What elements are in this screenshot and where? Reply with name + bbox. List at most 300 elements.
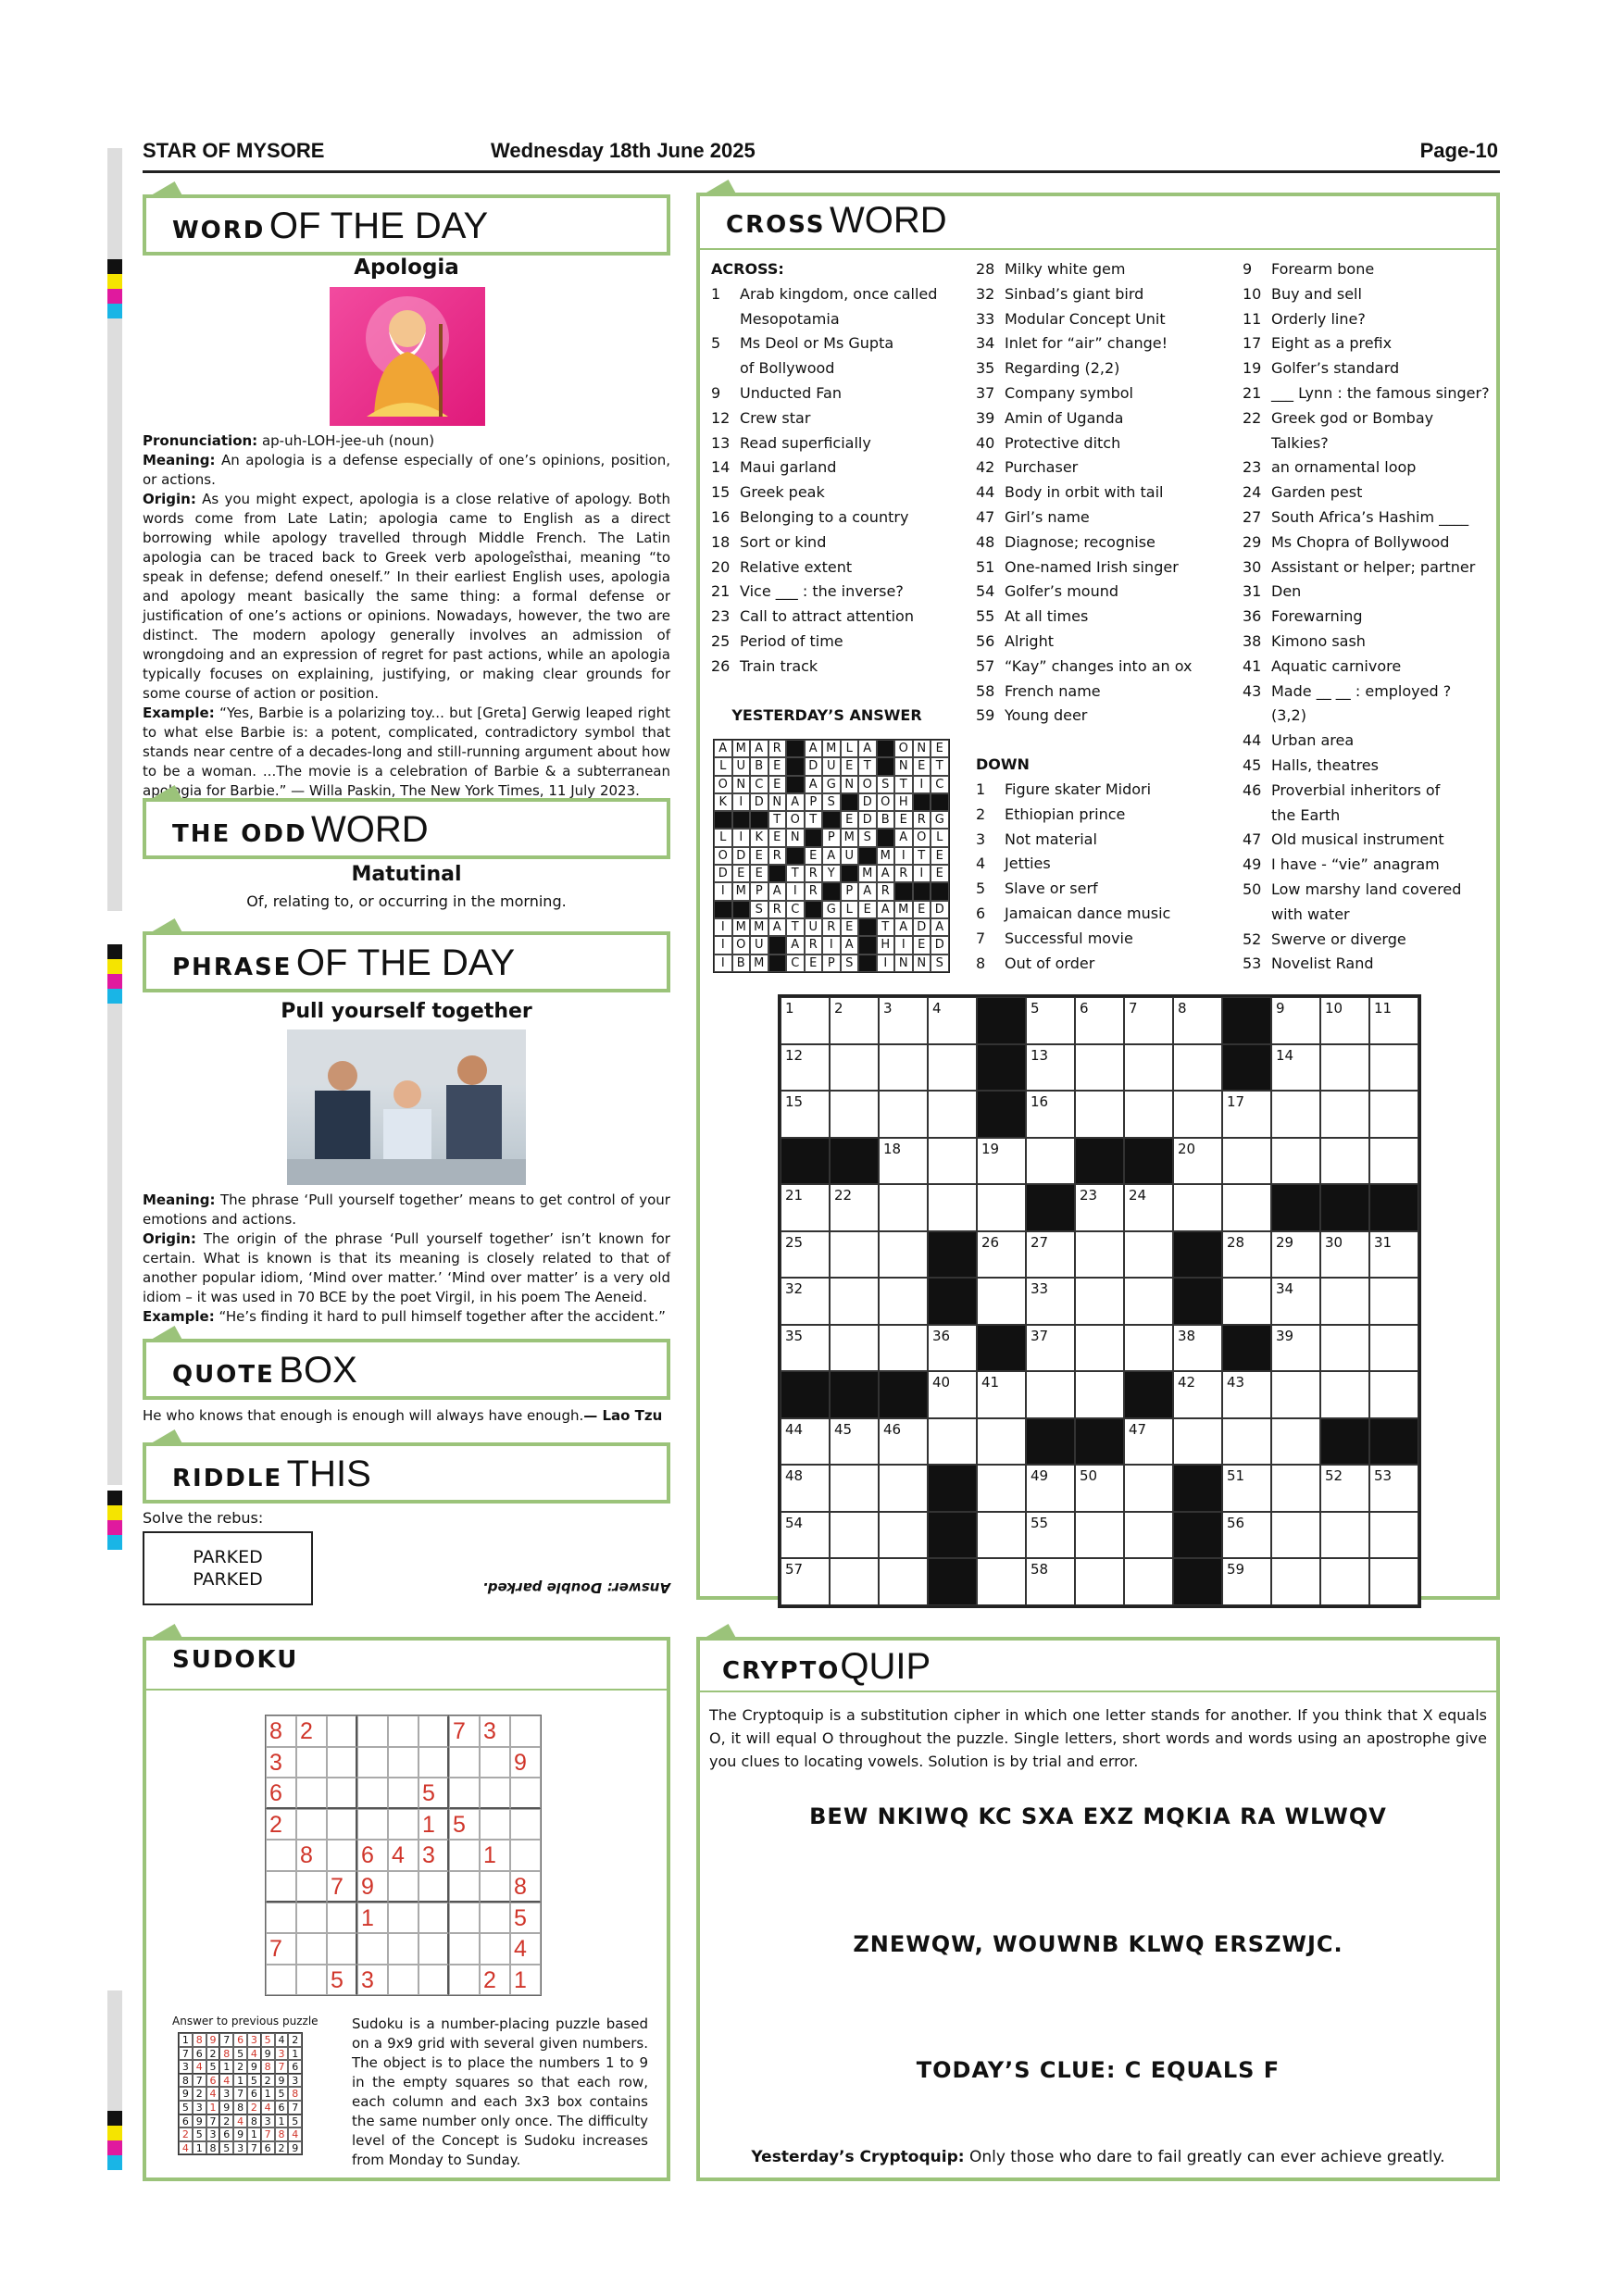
- previous-sudoku-cell: 3: [275, 2047, 289, 2061]
- clue-item: 13 Read superficially: [711, 433, 871, 452]
- crossword-cell[interactable]: [977, 1278, 1026, 1325]
- sudoku-cell[interactable]: [296, 1747, 327, 1778]
- crossword-cell[interactable]: [1222, 1278, 1271, 1325]
- crossword-cell[interactable]: 18: [879, 1138, 928, 1185]
- crossword-cell[interactable]: 25: [781, 1231, 830, 1279]
- crossword-cell[interactable]: 27: [1026, 1231, 1075, 1279]
- clue-item: 57 “Kay” changes into an ox: [976, 656, 1193, 675]
- crossword-cell[interactable]: [1271, 1371, 1320, 1418]
- registration-strip: [107, 944, 122, 1004]
- clue-item: 33 Modular Concept Unit: [976, 309, 1166, 328]
- crossword-cell[interactable]: [1320, 1512, 1369, 1559]
- answer-cell: P: [750, 882, 768, 900]
- sudoku-cell[interactable]: [510, 1809, 541, 1841]
- crossword-cell[interactable]: 8: [1173, 997, 1222, 1044]
- sudoku-cell[interactable]: [266, 1871, 296, 1903]
- sudoku-cell[interactable]: [296, 1871, 327, 1903]
- crossword-cell[interactable]: [1075, 1512, 1124, 1559]
- crossword-cell[interactable]: 20: [1173, 1138, 1222, 1185]
- answer-cell: G: [822, 776, 841, 793]
- sudoku-cell[interactable]: [388, 1716, 418, 1747]
- crossword-cell[interactable]: 42: [1173, 1371, 1222, 1418]
- answer-cell: E: [913, 757, 931, 775]
- crossword-cell[interactable]: [928, 1138, 977, 1185]
- crossword-cell[interactable]: 32: [781, 1278, 830, 1325]
- answer-cell: [768, 865, 787, 882]
- clue-item: 30 Assistant or helper; partner: [1243, 557, 1476, 576]
- sudoku-cell: 3: [480, 1716, 510, 1747]
- previous-sudoku-cell: 8: [233, 2101, 247, 2115]
- crossword-cell[interactable]: [1222, 1418, 1271, 1466]
- crossword-cell[interactable]: [830, 1091, 879, 1138]
- answer-cell: M: [858, 865, 877, 882]
- crossword-cell[interactable]: [830, 1278, 879, 1325]
- crossword-cell[interactable]: [1173, 1418, 1222, 1466]
- crossword-cell[interactable]: 14: [1271, 1044, 1320, 1092]
- sudoku-cell[interactable]: [357, 1716, 388, 1747]
- answer-cell: I: [913, 776, 931, 793]
- crossword-cell[interactable]: 54: [781, 1512, 830, 1559]
- crossword-cell[interactable]: 9: [1271, 997, 1320, 1044]
- answer-cell: D: [750, 793, 768, 811]
- clue-item: 40 Protective ditch: [976, 433, 1121, 452]
- sudoku-cell[interactable]: [480, 1933, 510, 1965]
- crossword-cell[interactable]: [1320, 1091, 1369, 1138]
- sudoku-cell[interactable]: [480, 1871, 510, 1903]
- crossword-cell[interactable]: 35: [781, 1325, 830, 1372]
- answer-cell: C: [786, 955, 805, 972]
- answer-cell: E: [894, 811, 913, 829]
- sudoku-cell[interactable]: [296, 1965, 327, 1996]
- crossword-cell[interactable]: [1075, 1278, 1124, 1325]
- crossword-cell[interactable]: 1: [781, 997, 830, 1044]
- crossword-cell[interactable]: [1124, 1558, 1173, 1605]
- previous-sudoku-cell: 9: [275, 2074, 289, 2088]
- cryptoquip-title-rule: [700, 1691, 1496, 1692]
- sudoku-cell[interactable]: [388, 1965, 418, 1996]
- crossword-cell[interactable]: [1320, 1138, 1369, 1185]
- sudoku-cell[interactable]: [388, 1933, 418, 1965]
- answer-cell: [822, 882, 841, 900]
- crossword-cell[interactable]: [879, 1465, 928, 1512]
- sudoku-cell[interactable]: [418, 1747, 449, 1778]
- clue-item: 53 Novelist Rand: [1243, 955, 1374, 973]
- crossword-cell[interactable]: [1222, 1138, 1271, 1185]
- crossword-cell[interactable]: [928, 1418, 977, 1466]
- crossword-cell[interactable]: 2: [830, 997, 879, 1044]
- crossword-cell[interactable]: [1173, 1044, 1222, 1092]
- crossword-cell[interactable]: [977, 1184, 1026, 1231]
- crossword-cell[interactable]: [1320, 1558, 1369, 1605]
- answer-cell: N: [841, 776, 859, 793]
- clue-item: 45 Halls, theatres: [1243, 755, 1379, 774]
- crossword-cell[interactable]: [1369, 1278, 1418, 1325]
- crossword-cell[interactable]: 19: [977, 1138, 1026, 1185]
- previous-sudoku-cell: 4: [261, 2101, 275, 2115]
- clue-item: 9 Unducted Fan: [711, 383, 842, 402]
- crossword-cell[interactable]: 59: [1222, 1558, 1271, 1605]
- answer-cell: [805, 901, 823, 918]
- crossword-cell[interactable]: [830, 1558, 879, 1605]
- crossword-cell[interactable]: [928, 1091, 977, 1138]
- crossword-cell[interactable]: 36: [928, 1325, 977, 1372]
- crossword-cell[interactable]: 29: [1271, 1231, 1320, 1279]
- crossword-cell[interactable]: 15: [781, 1091, 830, 1138]
- answer-cell: O: [913, 829, 931, 846]
- sudoku-cell[interactable]: [296, 1903, 327, 1934]
- sudoku-cell[interactable]: [449, 1871, 480, 1903]
- answer-cell: I: [877, 955, 895, 972]
- crossword-cell[interactable]: 55: [1026, 1512, 1075, 1559]
- previous-sudoku-cell: 2: [179, 2128, 193, 2141]
- sudoku-cell[interactable]: [327, 1747, 357, 1778]
- registration-strip: [107, 1004, 122, 1485]
- answer-cell: R: [768, 847, 787, 865]
- crossword-cell[interactable]: [1124, 1512, 1173, 1559]
- crossword-cell[interactable]: [1026, 1371, 1075, 1418]
- crossword-cell[interactable]: [1271, 1418, 1320, 1466]
- crossword-cell[interactable]: 53: [1369, 1465, 1418, 1512]
- crossword-cell[interactable]: [1271, 1512, 1320, 1559]
- answer-cell: I: [714, 936, 732, 954]
- crossword-cell[interactable]: 44: [781, 1418, 830, 1466]
- registration-strip: [107, 2111, 122, 2170]
- previous-sudoku-cell: 1: [193, 2141, 206, 2155]
- answer-cell: O: [714, 776, 732, 793]
- crossword-cell[interactable]: [830, 1231, 879, 1279]
- crossword-cell[interactable]: [928, 1184, 977, 1231]
- cryptoquip-clue: TODAY’S CLUE: C EQUALS F: [916, 2057, 1280, 2083]
- sudoku-cell[interactable]: [449, 1965, 480, 1996]
- answer-cell: T: [894, 776, 913, 793]
- answer-cell: G: [931, 811, 949, 829]
- sudoku-cell[interactable]: [449, 1747, 480, 1778]
- clue-item: 43 Made __ __ : employed ?: [1243, 681, 1452, 700]
- crossword-cell[interactable]: [1369, 1512, 1418, 1559]
- answer-cell: [732, 811, 751, 829]
- crossword-cell[interactable]: [879, 1278, 928, 1325]
- crossword-cell[interactable]: 46: [879, 1418, 928, 1466]
- clue-item: 37 Company symbol: [976, 383, 1133, 402]
- sudoku-cell[interactable]: [418, 1903, 449, 1934]
- crossword-cell[interactable]: [1271, 1558, 1320, 1605]
- crossword-cell[interactable]: [977, 1512, 1026, 1559]
- sudoku-cell[interactable]: [449, 1840, 480, 1871]
- crossword-cell[interactable]: [879, 1184, 928, 1231]
- answer-cell: [786, 757, 805, 775]
- answer-cell: K: [714, 793, 732, 811]
- crossword-cell[interactable]: [977, 1558, 1026, 1605]
- previous-sudoku-cell: 1: [233, 2074, 247, 2088]
- sudoku-cell[interactable]: [327, 1716, 357, 1747]
- crossword-cell[interactable]: 10: [1320, 997, 1369, 1044]
- crossword-cell[interactable]: 16: [1026, 1091, 1075, 1138]
- sudoku-cell[interactable]: [480, 1903, 510, 1934]
- crossword-cell[interactable]: 37: [1026, 1325, 1075, 1372]
- sudoku-cell[interactable]: [388, 1871, 418, 1903]
- crossword-cell[interactable]: 50: [1075, 1465, 1124, 1512]
- sudoku-cell[interactable]: [266, 1903, 296, 1934]
- previous-answer-label: Answer to previous puzzle: [172, 2015, 319, 2028]
- crossword-cell[interactable]: 58: [1026, 1558, 1075, 1605]
- crossword-cell[interactable]: [1075, 1558, 1124, 1605]
- clue-item: 24 Garden pest: [1243, 483, 1363, 502]
- sudoku-cell[interactable]: [357, 1747, 388, 1778]
- answer-cell: E: [750, 865, 768, 882]
- answer-cell: I: [732, 793, 751, 811]
- crossword-cell[interactable]: 33: [1026, 1278, 1075, 1325]
- clue-item: 1 Arab kingdom, once called: [711, 284, 938, 303]
- answer-cell: A: [786, 936, 805, 954]
- riddle-prompt: Solve the rebus:: [143, 1509, 264, 1527]
- previous-sudoku-cell: 6: [206, 2074, 220, 2088]
- answer-cell: [877, 829, 895, 846]
- crossword-cell: [1320, 1184, 1369, 1231]
- sudoku-cell[interactable]: [480, 1778, 510, 1809]
- crossword-cell[interactable]: 5: [1026, 997, 1075, 1044]
- crossword-cell[interactable]: [1124, 1465, 1173, 1512]
- answer-cell: R: [877, 882, 895, 900]
- crossword-cell[interactable]: [1369, 1558, 1418, 1605]
- answer-cell: E: [805, 955, 823, 972]
- sudoku-cell[interactable]: [388, 1747, 418, 1778]
- sudoku-cell[interactable]: [480, 1809, 510, 1841]
- crossword-cell[interactable]: 21: [781, 1184, 830, 1231]
- sudoku-cell[interactable]: [327, 1840, 357, 1871]
- crossword-cell[interactable]: 22: [830, 1184, 879, 1231]
- crossword-cell[interactable]: 11: [1369, 997, 1418, 1044]
- sudoku-cell[interactable]: [418, 1871, 449, 1903]
- answer-cell: T: [768, 811, 787, 829]
- crossword-cell[interactable]: 4: [928, 997, 977, 1044]
- crossword-cell[interactable]: 7: [1124, 997, 1173, 1044]
- answer-cell: T: [786, 865, 805, 882]
- crossword-cell[interactable]: [1320, 1278, 1369, 1325]
- sudoku-cell[interactable]: [357, 1778, 388, 1809]
- answer-cell: R: [913, 811, 931, 829]
- crossword-cell[interactable]: [1075, 1371, 1124, 1418]
- crossword-cell[interactable]: [1124, 1091, 1173, 1138]
- answer-cell: A: [822, 847, 841, 865]
- crossword-cell[interactable]: [1124, 1231, 1173, 1279]
- crossword-cell[interactable]: 43: [1222, 1371, 1271, 1418]
- previous-sudoku-cell: 8: [206, 2141, 220, 2155]
- crossword-cell[interactable]: 45: [830, 1418, 879, 1466]
- sudoku-cell[interactable]: [388, 1903, 418, 1934]
- crossword-cell[interactable]: 6: [1075, 997, 1124, 1044]
- crossword-cell[interactable]: [928, 1044, 977, 1092]
- crossword-cell[interactable]: 24: [1124, 1184, 1173, 1231]
- sudoku-cell[interactable]: [327, 1903, 357, 1934]
- sudoku-cell[interactable]: [418, 1716, 449, 1747]
- sudoku-cell[interactable]: [296, 1809, 327, 1841]
- crossword-cell[interactable]: [1222, 1184, 1271, 1231]
- crossword-cell[interactable]: [879, 1325, 928, 1372]
- sudoku-cell[interactable]: [510, 1840, 541, 1871]
- sudoku-cell[interactable]: [357, 1933, 388, 1965]
- crossword-cell[interactable]: 23: [1075, 1184, 1124, 1231]
- sudoku-cell[interactable]: [388, 1809, 418, 1841]
- crossword-cell[interactable]: [830, 1512, 879, 1559]
- crossword-cell[interactable]: [1369, 1325, 1418, 1372]
- answer-cell: S: [858, 829, 877, 846]
- sudoku-cell[interactable]: [418, 1965, 449, 1996]
- previous-sudoku-cell: 8: [275, 2128, 289, 2141]
- crossword-cell[interactable]: [879, 1044, 928, 1092]
- crossword-cell[interactable]: 56: [1222, 1512, 1271, 1559]
- crossword-cell[interactable]: 3: [879, 997, 928, 1044]
- sudoku-cell[interactable]: [418, 1933, 449, 1965]
- sudoku-cell[interactable]: [327, 1809, 357, 1841]
- sudoku-cell[interactable]: [449, 1903, 480, 1934]
- clue-item: 42 Purchaser: [976, 458, 1079, 477]
- crossword-cell[interactable]: [879, 1231, 928, 1279]
- crossword-cell[interactable]: 51: [1222, 1465, 1271, 1512]
- sudoku-cell[interactable]: [327, 1933, 357, 1965]
- crossword-cell[interactable]: 13: [1026, 1044, 1075, 1092]
- crossword-cell[interactable]: [1369, 1138, 1418, 1185]
- sudoku-cell[interactable]: [296, 1778, 327, 1809]
- crossword-cell[interactable]: [1124, 1044, 1173, 1092]
- crossword-cell[interactable]: [1075, 1091, 1124, 1138]
- answer-cell: S: [841, 955, 859, 972]
- crossword-cell[interactable]: [1320, 1371, 1369, 1418]
- crossword-cell[interactable]: [1271, 1091, 1320, 1138]
- crossword-cell[interactable]: [830, 1325, 879, 1372]
- answer-cell: T: [913, 847, 931, 865]
- crossword-cell[interactable]: [1173, 1184, 1222, 1231]
- previous-sudoku-cell: 4: [247, 2047, 261, 2061]
- answer-cell: [877, 757, 895, 775]
- sudoku-cell[interactable]: [266, 1965, 296, 1996]
- sudoku-cell[interactable]: [449, 1778, 480, 1809]
- crossword-cell[interactable]: [1075, 1231, 1124, 1279]
- answer-cell: A: [877, 901, 895, 918]
- crossword-cell[interactable]: 41: [977, 1371, 1026, 1418]
- crossword-cell[interactable]: 39: [1271, 1325, 1320, 1372]
- crossword-cell[interactable]: 12: [781, 1044, 830, 1092]
- crossword-cell: [1369, 1184, 1418, 1231]
- answer-cell: A: [894, 918, 913, 936]
- office-photo: [287, 1029, 526, 1185]
- previous-sudoku-cell: 1: [206, 2101, 220, 2115]
- sudoku-cell[interactable]: [388, 1778, 418, 1809]
- crossword-cell: [928, 1278, 977, 1325]
- previous-sudoku-cell: 7: [219, 2033, 233, 2047]
- crossword-cell[interactable]: 48: [781, 1465, 830, 1512]
- previous-sudoku-cell: 4: [233, 2115, 247, 2128]
- answer-cell: H: [877, 936, 895, 954]
- answer-cell: I: [894, 936, 913, 954]
- crossword-cell[interactable]: [977, 1418, 1026, 1466]
- answer-cell: [913, 882, 931, 900]
- sudoku-cell[interactable]: [510, 1716, 541, 1747]
- registration-strip: [107, 1990, 122, 2111]
- crossword-cell[interactable]: [977, 1465, 1026, 1512]
- crossword-cell[interactable]: 17: [1222, 1091, 1271, 1138]
- sudoku-cell[interactable]: [357, 1809, 388, 1841]
- previous-sudoku-cell: 5: [179, 2101, 193, 2115]
- previous-sudoku-cell: 6: [193, 2047, 206, 2061]
- sudoku-cell[interactable]: [296, 1933, 327, 1965]
- header-rule: [143, 170, 1500, 173]
- answer-cell: N: [913, 955, 931, 972]
- crossword-cell[interactable]: [1271, 1138, 1320, 1185]
- crossword-cell[interactable]: [1124, 1325, 1173, 1372]
- previous-sudoku-cell: 9: [179, 2087, 193, 2101]
- crossword-cell[interactable]: 47: [1124, 1418, 1173, 1466]
- previous-sudoku-cell: 4: [206, 2087, 220, 2101]
- clue-item: 2 Ethiopian prince: [976, 805, 1126, 823]
- clue-item: Talkies?: [1271, 433, 1329, 452]
- answer-cell: A: [714, 740, 732, 757]
- crossword-cell[interactable]: 34: [1271, 1278, 1320, 1325]
- sudoku-cell[interactable]: [327, 1778, 357, 1809]
- answer-cell: [805, 829, 823, 846]
- answer-cell: O: [786, 811, 805, 829]
- sudoku-cell[interactable]: [266, 1840, 296, 1871]
- answer-cell: N: [913, 740, 931, 757]
- crossword-cell: [1320, 1418, 1369, 1466]
- sudoku-cell[interactable]: [510, 1778, 541, 1809]
- answer-cell: P: [841, 882, 859, 900]
- crossword-cell[interactable]: [830, 1465, 879, 1512]
- crossword-cell[interactable]: 38: [1173, 1325, 1222, 1372]
- crossword-cell[interactable]: [1075, 1044, 1124, 1092]
- registration-strip: [107, 1491, 122, 1550]
- riddle-header: RIDDLE THIS: [143, 1442, 670, 1504]
- previous-sudoku-cell: 7: [247, 2141, 261, 2155]
- answer-cell: G: [822, 901, 841, 918]
- answer-cell: A: [841, 936, 859, 954]
- crossword-cell[interactable]: [1369, 1371, 1418, 1418]
- answer-cell: [786, 740, 805, 757]
- crossword-cell[interactable]: [1026, 1138, 1075, 1185]
- crossword-cell[interactable]: 26: [977, 1231, 1026, 1279]
- crossword-cell[interactable]: [879, 1091, 928, 1138]
- crossword-cell[interactable]: [879, 1558, 928, 1605]
- clue-item: 35 Regarding (2,2): [976, 359, 1120, 378]
- crossword-cell[interactable]: 40: [928, 1371, 977, 1418]
- crossword-cell[interactable]: [1369, 1044, 1418, 1092]
- crossword-cell[interactable]: [1271, 1465, 1320, 1512]
- answer-cell: A: [805, 776, 823, 793]
- clue-item: with water: [1271, 905, 1350, 923]
- crossword-cell[interactable]: [1320, 1325, 1369, 1372]
- clue-item: 41 Aquatic carnivore: [1243, 656, 1402, 675]
- crossword-cell[interactable]: 52: [1320, 1465, 1369, 1512]
- crossword-cell[interactable]: [1124, 1278, 1173, 1325]
- crossword-cell[interactable]: [1369, 1091, 1418, 1138]
- crossword-cell[interactable]: [1320, 1044, 1369, 1092]
- answer-cell: T: [931, 757, 949, 775]
- crossword-cell[interactable]: [830, 1044, 879, 1092]
- crossword-cell[interactable]: 57: [781, 1558, 830, 1605]
- sudoku-cell[interactable]: [449, 1933, 480, 1965]
- sudoku-cell[interactable]: [480, 1747, 510, 1778]
- crossword-cell[interactable]: [1075, 1325, 1124, 1372]
- cryptoquip-box: CRYPTOQUIP: [696, 1637, 1500, 2181]
- crossword-cell[interactable]: 49: [1026, 1465, 1075, 1512]
- answer-cell: I: [786, 882, 805, 900]
- answer-cell: [732, 901, 751, 918]
- answer-cell: [913, 793, 931, 811]
- crossword-cell[interactable]: 28: [1222, 1231, 1271, 1279]
- crossword-cell[interactable]: [879, 1512, 928, 1559]
- crossword-cell[interactable]: [1173, 1091, 1222, 1138]
- crossword-cell[interactable]: 31: [1369, 1231, 1418, 1279]
- crossword-cell[interactable]: 30: [1320, 1231, 1369, 1279]
